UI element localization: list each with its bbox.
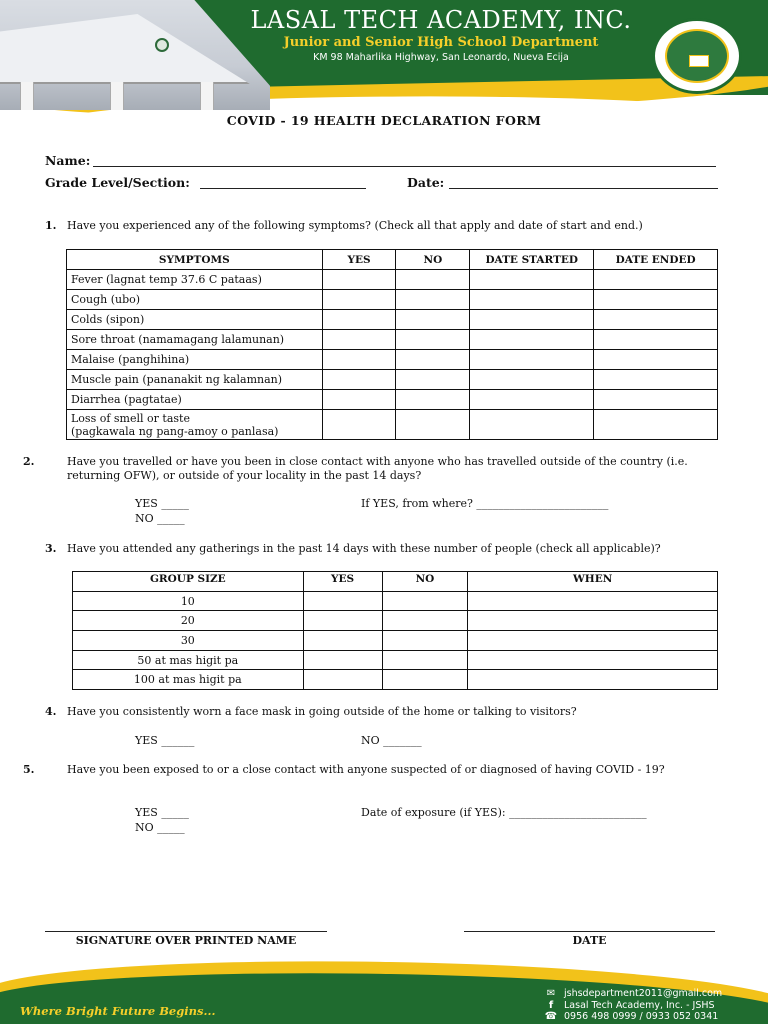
when-cell[interactable] bbox=[468, 670, 718, 690]
date-label: Date: bbox=[407, 175, 445, 190]
symptom-label: Malaise (panghihina) bbox=[67, 350, 323, 370]
school-seal-logo bbox=[652, 18, 742, 94]
phone-text: 0956 498 0999 / 0933 052 0341 bbox=[564, 1011, 719, 1022]
pediment-emblem-icon bbox=[155, 38, 169, 52]
no-cell[interactable] bbox=[382, 611, 468, 631]
question-number: 4. bbox=[45, 705, 57, 718]
table-row bbox=[67, 370, 718, 390]
question-4 bbox=[45, 705, 725, 719]
table-row bbox=[67, 290, 718, 310]
symptom-label: Muscle pain (pananakit ng kalamnan) bbox=[67, 370, 323, 390]
q5-no-field[interactable]: NO _____ bbox=[135, 821, 185, 834]
column-header: DATE ENDED bbox=[594, 250, 718, 270]
building-column bbox=[20, 82, 34, 110]
phone-icon: ☎ bbox=[544, 1011, 558, 1022]
facebook-icon: f bbox=[548, 1000, 554, 1011]
no-cell[interactable] bbox=[396, 390, 470, 410]
symptom-label: Fever (lagnat temp 37.6 C pataas) bbox=[67, 270, 323, 290]
no-cell[interactable] bbox=[396, 410, 470, 440]
column-header: SYMPTOMS bbox=[67, 250, 323, 270]
q2-yes-field[interactable]: YES _____ bbox=[135, 497, 189, 510]
date-started-cell[interactable] bbox=[470, 350, 594, 370]
column-header: YES bbox=[322, 250, 396, 270]
building-column bbox=[110, 82, 124, 110]
grade-section-label: Grade Level/Section: bbox=[45, 175, 190, 190]
table-header-row bbox=[67, 250, 718, 270]
school-tagline: Where Bright Future Begins... bbox=[20, 1004, 216, 1018]
table-row bbox=[67, 310, 718, 330]
date-started-cell[interactable] bbox=[470, 290, 594, 310]
yes-cell[interactable] bbox=[322, 330, 396, 350]
q4-yes-field[interactable]: YES ______ bbox=[135, 734, 195, 747]
no-cell[interactable] bbox=[396, 370, 470, 390]
date-started-cell[interactable] bbox=[470, 370, 594, 390]
no-cell[interactable] bbox=[396, 270, 470, 290]
date-ended-cell[interactable] bbox=[594, 330, 718, 350]
date-ended-cell[interactable] bbox=[594, 290, 718, 310]
form-title: COVID - 19 HEALTH DECLARATION FORM bbox=[226, 113, 542, 128]
school-department: Junior and Senior High School Department bbox=[283, 35, 599, 50]
name-field[interactable] bbox=[93, 166, 716, 167]
page-footer bbox=[0, 960, 768, 1024]
yes-cell[interactable] bbox=[303, 650, 382, 670]
building-column bbox=[200, 82, 214, 110]
group-size-label: 20 bbox=[73, 611, 304, 631]
table-row bbox=[67, 410, 718, 440]
no-cell[interactable] bbox=[382, 631, 468, 651]
school-address: KM 98 Maharlika Highway, San Leonardo, Nueva Ecija bbox=[313, 52, 569, 63]
group-size-label: 100 at mas higit pa bbox=[73, 670, 304, 690]
yes-cell[interactable] bbox=[322, 350, 396, 370]
q2-no-field[interactable]: NO _____ bbox=[135, 512, 185, 525]
facebook-text: Lasal Tech Academy, Inc. - JSHS bbox=[564, 1000, 715, 1011]
table-row bbox=[67, 390, 718, 410]
no-cell[interactable] bbox=[382, 591, 468, 611]
question-5 bbox=[23, 763, 725, 777]
question-text: Have you experienced any of the following symptoms? (Check all that apply and date of start and end.) bbox=[67, 219, 643, 232]
group-size-label: 50 at mas higit pa bbox=[73, 650, 304, 670]
group-size-label: 10 bbox=[73, 591, 304, 611]
date-ended-cell[interactable] bbox=[594, 310, 718, 330]
question-text: Have you consistently worn a face mask in going outside of the home or talking to visitors? bbox=[67, 705, 577, 718]
yes-cell[interactable] bbox=[322, 270, 396, 290]
yes-cell[interactable] bbox=[303, 611, 382, 631]
yes-cell[interactable] bbox=[322, 390, 396, 410]
signature-date-line[interactable] bbox=[464, 931, 715, 932]
yes-cell[interactable] bbox=[322, 310, 396, 330]
table-row bbox=[73, 611, 718, 631]
question-number: 3. bbox=[45, 542, 57, 555]
date-ended-cell[interactable] bbox=[594, 370, 718, 390]
mail-icon: ✉ bbox=[546, 988, 556, 999]
book-icon bbox=[689, 55, 709, 67]
question-number: 2. bbox=[23, 455, 35, 468]
symptom-label: Sore throat (namamagang lalamunan) bbox=[67, 330, 323, 350]
date-started-cell[interactable] bbox=[470, 390, 594, 410]
symptom-label: Diarrhea (pagtatae) bbox=[67, 390, 323, 410]
table-row bbox=[67, 330, 718, 350]
date-started-cell[interactable] bbox=[470, 270, 594, 290]
table-header-row bbox=[73, 572, 718, 592]
column-header: DATE STARTED bbox=[470, 250, 594, 270]
contact-phone bbox=[544, 1011, 718, 1022]
when-cell[interactable] bbox=[468, 611, 718, 631]
school-name: LASAL TECH ACADEMY, INC. bbox=[250, 6, 632, 34]
date-field[interactable] bbox=[449, 188, 718, 189]
no-cell[interactable] bbox=[396, 330, 470, 350]
name-label: Name: bbox=[45, 153, 91, 168]
yes-cell[interactable] bbox=[303, 670, 382, 690]
gatherings-table bbox=[72, 571, 718, 690]
symptoms-table bbox=[66, 249, 718, 440]
grade-section-field[interactable] bbox=[200, 188, 366, 189]
yes-cell[interactable] bbox=[322, 290, 396, 310]
column-header: NO bbox=[382, 572, 468, 592]
when-cell[interactable] bbox=[468, 591, 718, 611]
date-ended-cell[interactable] bbox=[594, 270, 718, 290]
date-started-cell[interactable] bbox=[470, 330, 594, 350]
signature-date-label: DATE bbox=[572, 934, 607, 947]
symptom-label: Colds (sipon) bbox=[67, 310, 323, 330]
yes-cell[interactable] bbox=[322, 370, 396, 390]
date-started-cell[interactable] bbox=[470, 310, 594, 330]
page-header bbox=[0, 0, 768, 118]
date-started-cell[interactable] bbox=[470, 410, 594, 440]
column-header: NO bbox=[396, 250, 470, 270]
signature-label: SIGNATURE OVER PRINTED NAME bbox=[75, 934, 297, 947]
when-cell[interactable] bbox=[468, 650, 718, 670]
question-1 bbox=[45, 219, 725, 233]
q4-no-field[interactable]: NO _______ bbox=[361, 734, 422, 747]
q5-exposure-date-field[interactable]: Date of exposure (if YES): _________________________ bbox=[361, 806, 647, 819]
question-text: Have you been exposed to or a close contact with anyone suspected of or diagnosed of having COVID - 19? bbox=[67, 763, 665, 776]
signature-line[interactable] bbox=[45, 931, 327, 932]
contact-facebook bbox=[544, 1000, 715, 1011]
no-cell[interactable] bbox=[396, 350, 470, 370]
yes-cell[interactable] bbox=[303, 631, 382, 651]
table-row bbox=[73, 650, 718, 670]
column-header: YES bbox=[303, 572, 382, 592]
no-cell[interactable] bbox=[396, 310, 470, 330]
question-2 bbox=[23, 455, 725, 483]
yes-cell[interactable] bbox=[322, 410, 396, 440]
symptom-label-line: Loss of smell or taste bbox=[71, 411, 190, 425]
group-size-label: 30 bbox=[73, 631, 304, 651]
symptom-label-line: (pagkawala ng pang-amoy o panlasa) bbox=[71, 424, 279, 438]
table-row bbox=[67, 350, 718, 370]
question-number: 5. bbox=[23, 763, 35, 776]
q2-from-where-field[interactable]: If YES, from where? ________________________ bbox=[361, 497, 609, 510]
symptom-label: Cough (ubo) bbox=[67, 290, 323, 310]
table-row bbox=[73, 591, 718, 611]
seal-inner-icon bbox=[665, 29, 729, 83]
when-cell[interactable] bbox=[468, 631, 718, 651]
q5-yes-field[interactable]: YES _____ bbox=[135, 806, 189, 819]
question-3 bbox=[45, 542, 725, 556]
table-row bbox=[67, 270, 718, 290]
date-ended-cell[interactable] bbox=[594, 390, 718, 410]
column-header: WHEN bbox=[468, 572, 718, 592]
no-cell[interactable] bbox=[382, 650, 468, 670]
no-cell[interactable] bbox=[396, 290, 470, 310]
date-ended-cell[interactable] bbox=[594, 410, 718, 440]
question-number: 1. bbox=[45, 219, 57, 232]
yes-cell[interactable] bbox=[303, 591, 382, 611]
question-text: Have you attended any gatherings in the past 14 days with these number of people (check all applicable)? bbox=[67, 542, 661, 555]
table-row bbox=[73, 631, 718, 651]
table-row bbox=[73, 670, 718, 690]
date-ended-cell[interactable] bbox=[594, 350, 718, 370]
no-cell[interactable] bbox=[382, 670, 468, 690]
column-header: GROUP SIZE bbox=[73, 572, 304, 592]
contact-email bbox=[544, 988, 722, 999]
email-text: jshsdepartment2011@gmail.com bbox=[564, 988, 723, 999]
question-text: Have you travelled or have you been in close contact with anyone who has travelled outside of the country (i.e. returning OFW), or outside of your locality in the past 14 days? bbox=[67, 455, 688, 482]
symptom-label bbox=[67, 410, 323, 440]
